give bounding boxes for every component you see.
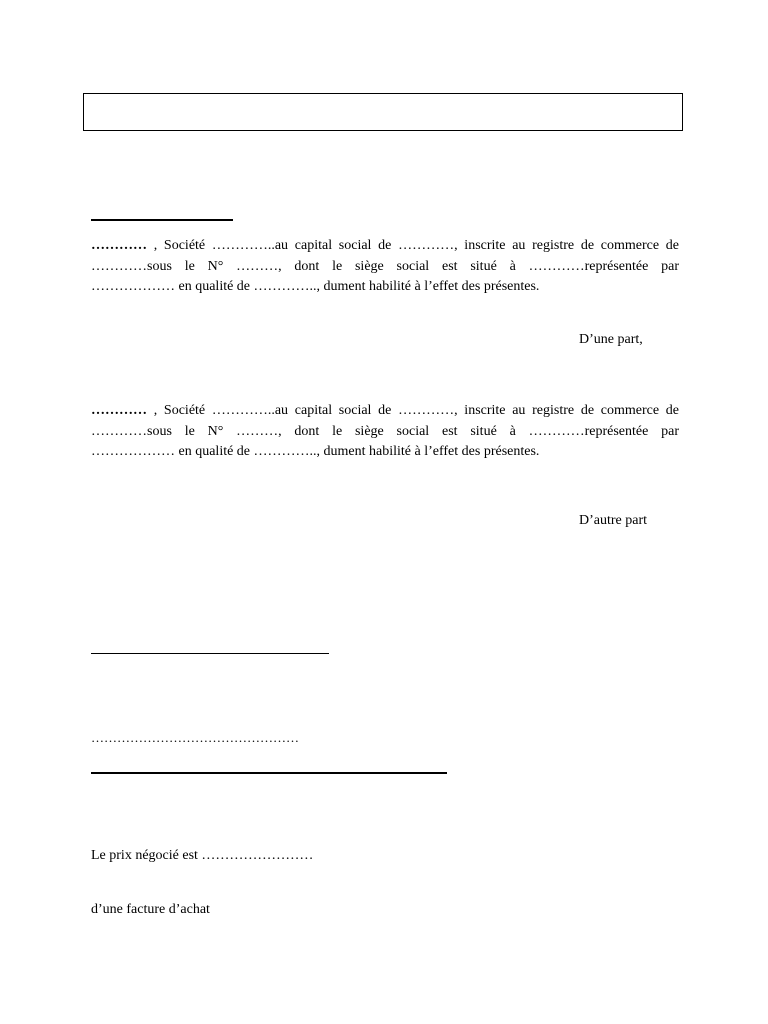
section-underline-1	[91, 219, 233, 221]
party-1-name-placeholder: …………	[91, 238, 147, 253]
party-2-line-2: …………sous le N° ………, dont le siège social est situé à …………représentée par	[91, 423, 679, 439]
section-underline-2	[91, 653, 329, 654]
party-1-closing: D’une part,	[579, 332, 643, 347]
party-1-line-3: ……………… en qualité de ………….., dument habilité à l’effet des présentes.	[91, 279, 540, 294]
party-2-name-placeholder: …………	[91, 403, 147, 418]
invoice-text: d’une facture d’achat	[91, 902, 210, 917]
party-2-paragraph	[91, 401, 679, 463]
party-1-paragraph	[91, 236, 679, 298]
party-2-line-1	[91, 401, 679, 422]
price-text: Le prix négocié est ……………………	[91, 848, 314, 863]
party-2-line-3: ……………… en qualité de ………….., dument habilité à l’effet des présentes.	[91, 444, 540, 459]
section-underline-3	[91, 772, 447, 774]
dotted-placeholder-line: …………………………………………	[91, 730, 299, 745]
title-box	[83, 93, 683, 131]
party-1-line-1	[91, 236, 679, 257]
party-2-line-1-text: , Société …………..au capital social de …………, inscrite au registre de commerce de	[147, 403, 679, 418]
party-2-closing: D’autre part	[579, 513, 648, 528]
party-1-line-1-text: , Société …………..au capital social de …………, inscrite au registre de commerce de	[147, 238, 679, 253]
party-1-line-2: …………sous le N° ………, dont le siège social est situé à …………représentée par	[91, 258, 679, 274]
